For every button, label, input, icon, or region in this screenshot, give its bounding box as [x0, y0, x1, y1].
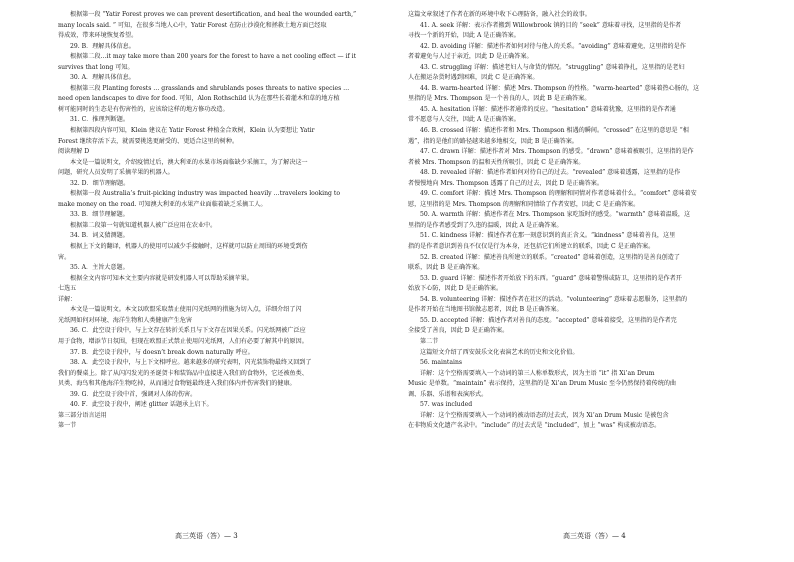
- text-line: 指的是作者意识到善良不仅仅是行为本身，还包括它们所建立的联系，因此 C 是正确答案。: [408, 243, 655, 251]
- text-line: 32. D．细节理解题。: [70, 179, 130, 187]
- text-line: 40. F．此空设于段中，阐述 glitter 话题承上启下。: [70, 401, 213, 409]
- text-line: 54. B. volunteering 详解：描述作者在社区的活动。“volunteering” 意味着志愿服务，这里指的: [420, 295, 688, 303]
- text-line: 44. B. warm-hearted 详解：描述 Mrs. Thompson 的性格。“warm-hearted” 意味着热心肠的，这: [420, 84, 700, 92]
- text-line: 树可能同时的生态是有伤害性的，应该给这样的地方修功改造。: [58, 105, 229, 113]
- page-footer-left: 高三英语（答）— 3: [175, 532, 238, 540]
- text-line: many locals said. ” 可知，在很多当地人心中，Yatir Forest 在防止沙漠化和拯救土地方面已经取: [58, 21, 327, 29]
- text-line: 34. B．词义猜测题。: [70, 232, 129, 240]
- text-line: 46. B. crossed 详解：描述作者和 Mrs. Thompson 相遇的瞬间。“crossed” 在这里的意思是 “相: [420, 127, 689, 135]
- text-line: 害。: [58, 253, 71, 261]
- text-line: 里指的是作者感受到了久违的温暖，因此 A 是正确答案。: [408, 221, 563, 229]
- text-line: 50. A. warmth 详解：描述作者在 Mrs. Thompson 家吃饭时的感受。“warmth” 意味着温暖，这: [420, 211, 691, 219]
- text-line: 37. B．此空设于段中，与 doesn’t break down naturally 呼应。: [70, 348, 254, 356]
- text-line: 寻找一个新的开始，因此 A 是正确答案。: [408, 32, 520, 40]
- text-line: 43. C. struggling 详解：描述老妇人与命货的情况。“struggling” 意味着挣扎，这里指的是老妇: [420, 63, 685, 71]
- text-line: survives that long 可知。: [58, 63, 134, 71]
- text-line: 始放下心防，因此 D 是正确答案。: [408, 285, 503, 293]
- text-line: 根据第四段内容可知，Klein 建议在 Yatir Forest 种植金合欢树，Klein 认为要想让 Yatir: [70, 127, 315, 135]
- text-line: 52. B. created 详解：描述善良所建立的联系。“created” 意味着创造，这里指的是善良创造了: [420, 253, 680, 261]
- text-line: 根据全文内容可知本文主要内容就是研发机器人可以帮助采摘苹果。: [70, 274, 253, 282]
- text-line: 第一节: [58, 422, 77, 430]
- text-line: 根据第二段…it may take more than 200 years for the forest to have a net cooling effect — if it: [70, 53, 357, 61]
- text-line: 根据第三段 Planting forests … grasslands and shrublands poses threats to native species …: [70, 84, 350, 92]
- text-line: 在非物质文化遗产名录中。“include” 的过去式是 “included”，加上 “was” 构成被动语态。: [408, 422, 661, 430]
- text-line: 49. C. comfort 详解：描述 Mrs. Thompson 的理解和同情对作者意味着什么。“comfort” 意味着安: [420, 190, 697, 198]
- text-line: 详解：这个空格需要填入一个动词的被动语态的过去式，因为 Xi’an Drum Music 是被包含: [420, 411, 669, 419]
- text-line: 45. A. hesitation 详解：描述作者通常的反应。“hesitation” 意味着犹豫，这里指的是作者通: [420, 105, 676, 113]
- text-line: 35. A．主旨大意题。: [70, 264, 129, 272]
- text-line: 我们的餐桌上。除了从闪闪发光的圣诞贺卡和装饰品中直接进入我们的食物外，它还被鱼类、: [58, 369, 308, 377]
- text-line: 36. C．此空设于段中，与上文存在转折关系且与下文存在因果关系。闪光纸网被广泛应: [70, 327, 306, 335]
- text-line: 阅读理解 D: [58, 148, 90, 156]
- text-line: 39. G．此空设于段中首，强调对人体的伤害。: [70, 390, 197, 398]
- text-line: 详解：这个空格需要填入一个动词的第三人称单数形式，因为主语 “it” 指 Xi’an Drum: [420, 369, 655, 377]
- text-line: 常不愿意与人交往，因此 A 是正确答案。: [408, 116, 520, 124]
- text-line: 48. D. revealed 详解：描述作者如何对待自己的过去。“revealed” 意味着透露，这里指的是作: [420, 169, 681, 177]
- text-line: 本文是一篇说明文，介绍疫情过后，澳大利亚的水果市场面临缺少采摘工，为了解决这一: [70, 158, 308, 166]
- text-line: 用于食物，增添节日氛围，但现在欧盟正式禁止使用闪光纸网，人们有必要了解其中的原因。: [58, 337, 308, 345]
- text-line: 里指的是 Mrs. Thompson 是一个善良的人，因此 B 是正确答案。: [408, 95, 591, 103]
- text-line: 是作者开始在当地图书馆做志愿者，因此 B 是正确答案。: [408, 306, 563, 314]
- text-line: 38. A．此空设于段中，与上下文相呼应。越来越多的研究表明，闪光装饰物最终又回到了: [70, 359, 312, 367]
- text-line: 42. D. avoiding 详解：描述作者如何对待与他人的关系。“avoiding” 意味着避免，这里指的是作: [420, 42, 686, 50]
- text-line: 57. was included: [420, 401, 473, 409]
- text-line: 七选五: [58, 285, 77, 293]
- text-line: 31. C．推理判断题。: [70, 116, 129, 124]
- text-line: 30. A．理解具体信息。: [70, 74, 135, 82]
- text-line: 这篇文章叙述了作者在新的环境中收下心理防备，融入社会的故事。: [408, 11, 591, 18]
- text-line: Music 是单数。“maintain” 表示保持，这里指的是 Xi’an Drum Music 至今仍然保持着传统的曲: [408, 380, 677, 388]
- text-line: 遇”，指的是他们的路径越来越多地相交，因此 B 是正确答案。: [408, 137, 578, 145]
- text-line: 41. A. seek 详解：表示作者搬到 Willowbrook 镇的目的 “seek” 意味着寻找，这里指的是作者: [420, 21, 682, 29]
- right-column: [408, 10, 760, 432]
- text-line: 29. B．理解具体信息。: [70, 42, 135, 50]
- text-line: 第三部分语言运用: [58, 411, 107, 419]
- text-line: Forest 继续存活下去，就需要挑选更耐受的、更适合这里的树种。: [58, 137, 239, 145]
- text-line: 第二节: [420, 337, 439, 345]
- text-line: 者慢慢地向 Mrs. Thompson 透露了自己的过去，因此 D 是正确答案。: [408, 179, 603, 187]
- text-line: need open landscapes to dive for food. 可知，Alon Rothschild 认为在那些长着灌木和草的地方植: [58, 95, 340, 103]
- text-line: 得成效，带来环境恢复希望。: [58, 32, 138, 40]
- text-line: 这篇短文介绍了西安鼓乐文化表演艺术的历史和文化价值。: [420, 348, 579, 356]
- page-footer-right: 高三英语（答）— 4: [563, 532, 626, 540]
- text-line: 本文是一篇说明文。本文以欧盟采取禁止使用闪光纸网的措施为切入点，详细介绍了闪: [70, 306, 302, 314]
- text-line: 根据第一段 “Yatir Forest proves we can prevent desertification, and heal the wounded earth,”: [70, 11, 357, 18]
- text-line: 光纸网如何对环境、海洋生物和人类健康产生危害: [58, 316, 193, 324]
- text-line: 者着避免与人过于亲近，因此 D 是正确答案。: [408, 53, 533, 61]
- left-column: [58, 10, 410, 432]
- text-line: 调、乐器、乐谱和表演形式。: [408, 390, 488, 398]
- text-line: 51. C. kindness 详解：描述作者在那一刻意识到的真正含义。“kindness” 意味着善良，这里: [420, 232, 676, 240]
- text-line: 贝类、海鸟和其他海洋生物吃掉，从而通过食物链最终进入我们体内并伤害我们的健康。: [58, 380, 296, 388]
- text-line: 根据第二段第一句就知道机器人被广泛应用在农业中。: [70, 221, 217, 229]
- text-line: 人在搬运杂货时遇到困难，因此 C 是正确答案。: [408, 74, 539, 82]
- text-line: 联系，因此 B 是正确答案。: [408, 264, 484, 272]
- text-line: 53. D. guard 详解：描述作者开始放下的东西。“guard” 意味着警惕或防卫，这里指的是作者开: [420, 274, 682, 282]
- text-line: 56. maintains: [420, 359, 462, 367]
- text-line: 47. C. drawn 详解：描述作者对 Mrs. Thompson 的感受。“drawn” 意味着被吸引，这里指的是作: [420, 148, 694, 156]
- text-line: 根据上下文的翻译，机器人的使用可以减少手接触时，这样就可以防止周围的环境受到伤: [70, 243, 308, 251]
- text-line: 详解：: [58, 295, 77, 303]
- text-line: make money on the road. 可知澳大利亚的水果产业面临着缺乏采摘工人。: [58, 200, 267, 208]
- text-line: 根据第一段 Australia’s fruit-picking industry was impacted heavily …travelers looking to: [70, 190, 341, 198]
- text-line: 慰，这里指的是 Mrs. Thompson 的理解和同情给了作者安慰，因此 C 是正确答案。: [408, 200, 640, 208]
- text-line: 问题，研究人员发明了采摘苹果的机器人。: [58, 169, 174, 177]
- text-line: 55. D. accepted 详解：描述作者对善良的态度。“accepted” 意味着接受，这里指的是作者完: [420, 316, 677, 324]
- text-line: 33. B．细节理解题。: [70, 211, 129, 219]
- text-line: 全接受了善良，因此 D 是正确答案。: [408, 327, 509, 335]
- text-line: 者被 Mrs. Thompson 的温和天性所吸引，因此 C 是正确答案。: [408, 158, 585, 166]
